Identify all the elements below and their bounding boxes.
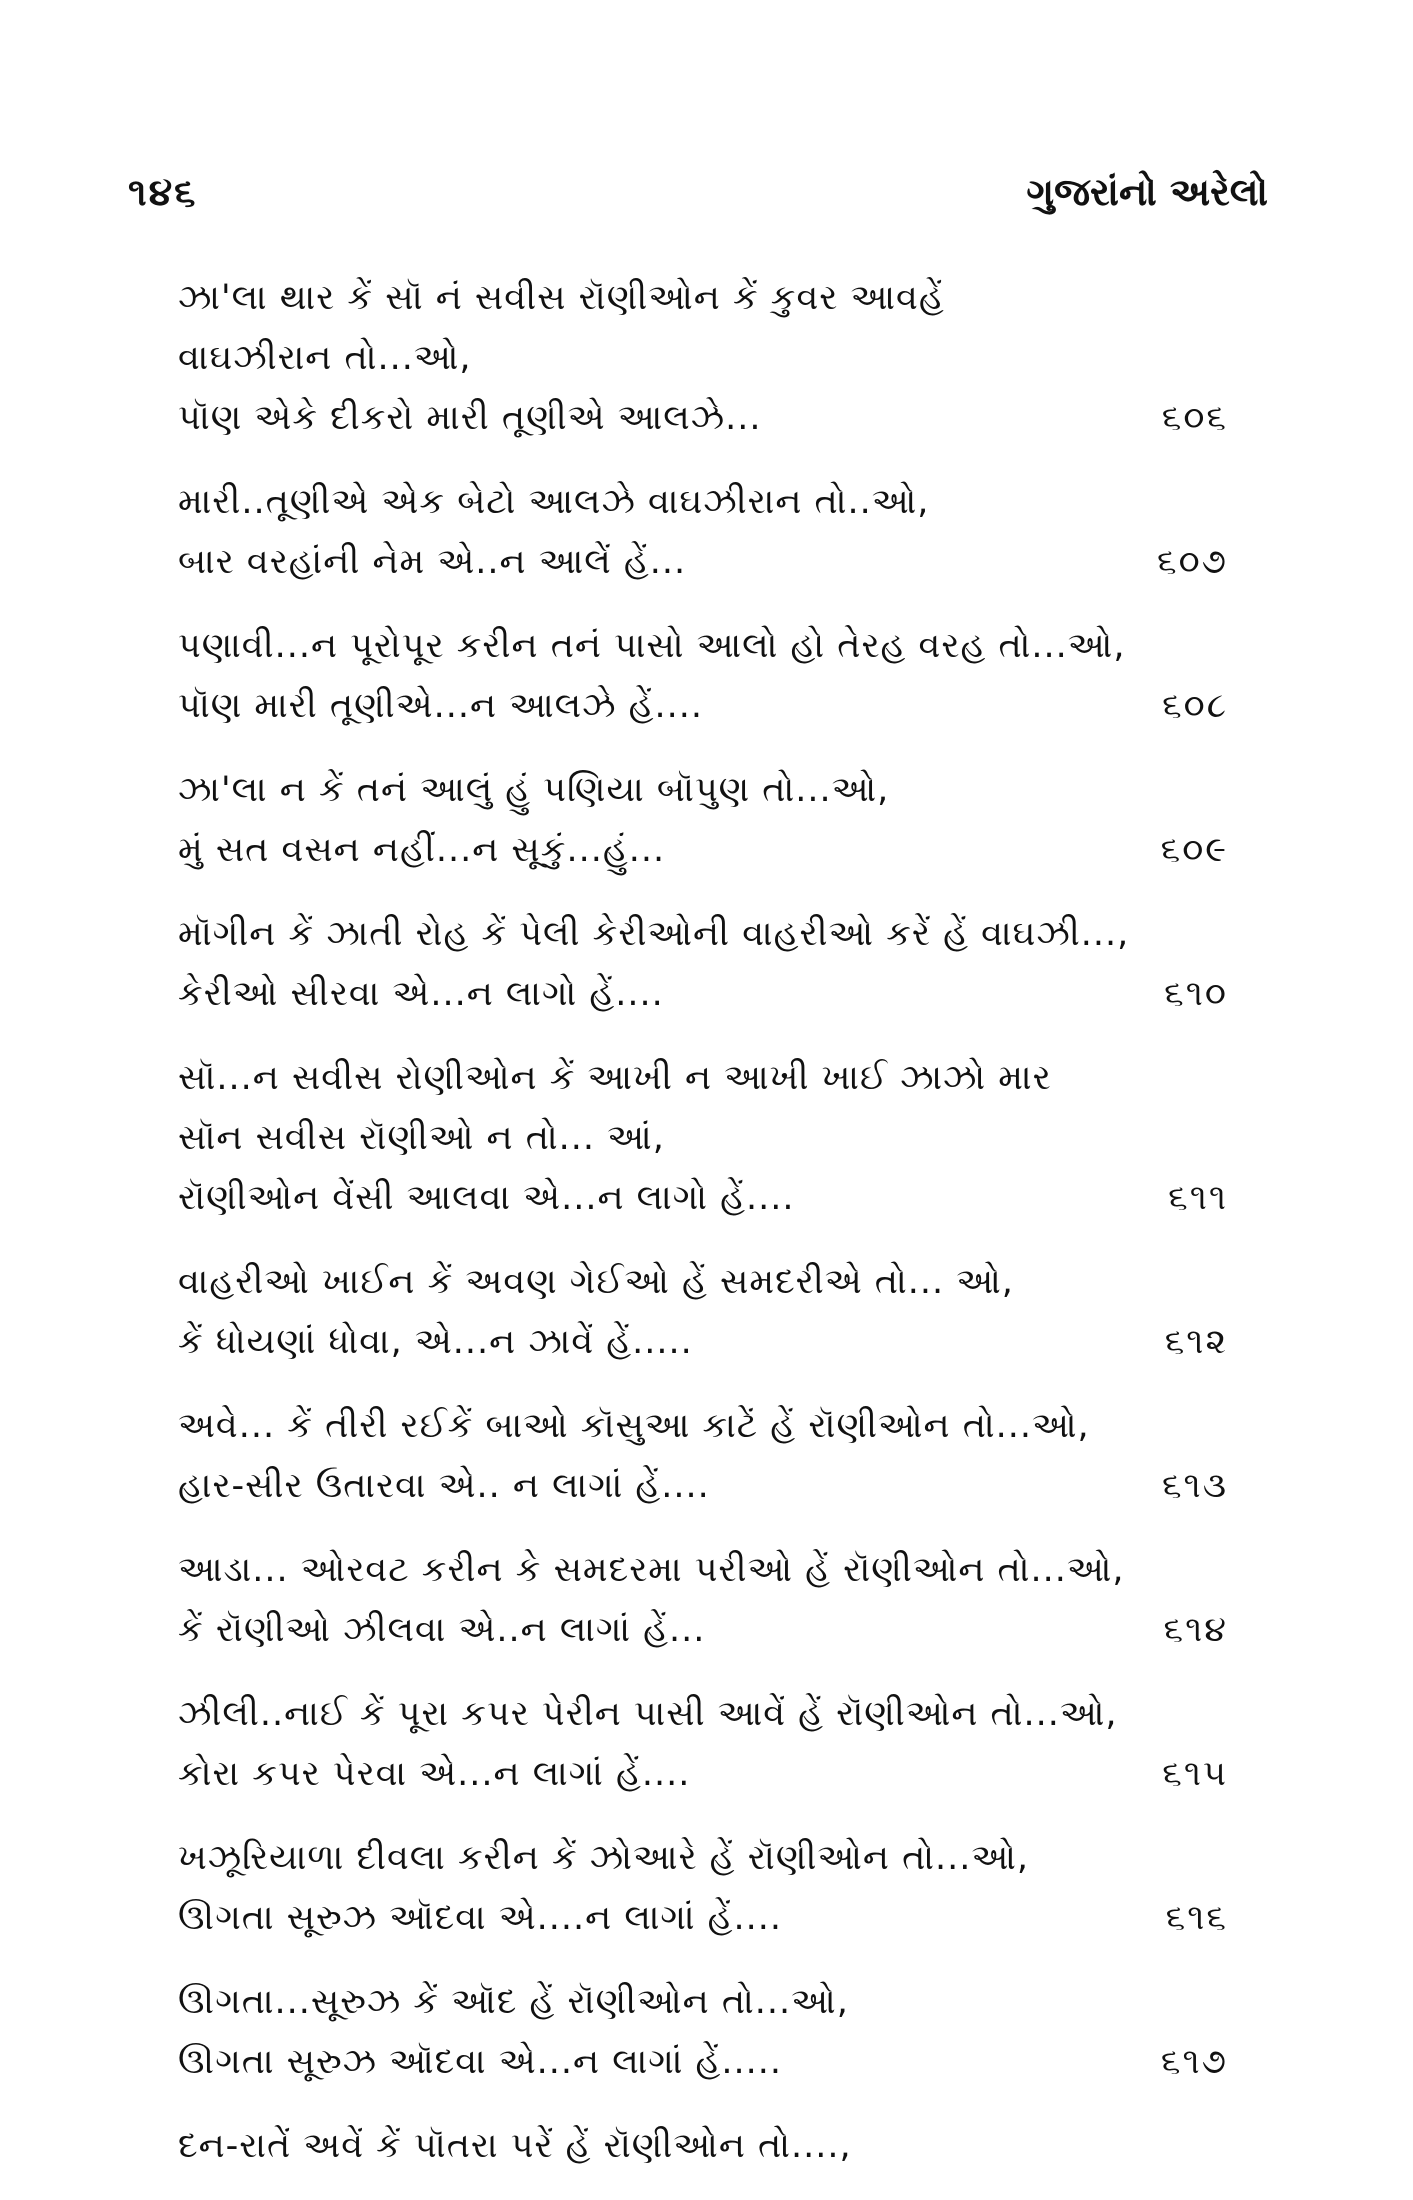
verse-number: ૬૦૭: [1157, 542, 1228, 582]
verse-line-text: પૉણ મારી તૂણીએ...ન આલઝે હેં....: [178, 686, 704, 726]
verse-line-text: કેં રૉણીઓ ઝીલવા એ..ન લાગાં હેં...: [178, 1610, 706, 1650]
running-title: ગુજરાંનો અરેલો: [1026, 170, 1268, 214]
verse-line: [178, 1108, 1228, 1168]
stanza: [178, 472, 1228, 592]
verse-number: ૬૦૯: [1160, 830, 1228, 870]
verse-number: ૬૧૬: [1165, 1898, 1228, 1938]
verse-line: [178, 472, 1228, 532]
verse-line-text: ખઝૂરિયાળા દીવલા કરીન કેં ઝોઆરે હેં રૉણીઓન તો...ઓ,: [178, 1838, 1030, 1878]
verse-number: ૬૧૦: [1164, 974, 1228, 1014]
verse-line-text: ઝીલી..નાઈ કેં પૂરા કપર પેરીન પાસી આવેં હેં રૉણીઓન તો...ઓ,: [178, 1694, 1118, 1734]
verse-line-text: સૉ...ન સવીસ રોણીઓન કેં આખી ન આખી ખાઈ ઝાઝો માર: [178, 1058, 1052, 1098]
verse-line-text: ઝા'લા થાર કેં સૉ નં સવીસ રૉણીઓન કેં કુવર આવહેં: [178, 278, 945, 318]
verse-line: [178, 964, 1228, 1024]
stanza: [178, 1972, 1228, 2092]
verse-line: [178, 328, 1228, 388]
verse-line-text: પણાવી...ન પૂરોપૂર કરીન તનં પાસો આલો હો તેરહ વરહ તો...ઓ,: [178, 626, 1126, 666]
verse-line-text: બાર વરહાંની નેમ એ..ન આલેં હેં...: [178, 542, 687, 582]
verse-line-text: કેં ધોયણાં ધોવા, એ...ન ઝાવેં હેં.....: [178, 1322, 693, 1362]
stanza: [178, 1540, 1228, 1660]
stanza: [178, 2116, 1228, 2176]
verse-line: [178, 1888, 1228, 1948]
verse-line-text: દન-રાતેં અવેં કેં પૉતરા પરેં હેં રૉણીઓન તો....,: [178, 2126, 852, 2166]
verse-line: [178, 1312, 1228, 1372]
verse-line: [178, 1048, 1228, 1108]
verse-line-text: અવે... કેં તીરી રઈકેં બાઓ કૉસુઆ કાટેં હેં રૉણીઓન તો...ઓ,: [178, 1406, 1090, 1446]
verse-number: ૬૧૧: [1168, 1178, 1228, 1218]
verse-line: [178, 904, 1228, 964]
verse-number: ૬૦૬: [1161, 398, 1228, 438]
stanza: [178, 1048, 1228, 1228]
verse-line: [178, 1168, 1228, 1228]
stanza: [178, 760, 1228, 880]
verse-line: [178, 2032, 1228, 2092]
verse-line-text: ઊગતા સૂરુઝ ઑદવા એ...ન લાગાં હેં.....: [178, 2042, 783, 2082]
verse-line-text: મું સત વસન નહીં...ન સૂકું...હું...: [178, 830, 666, 870]
verse-line-text: ઊગતા સૂરુઝ ઑદવા એ....ન લાગાં હેં....: [178, 1898, 783, 1938]
verse-number: ૬૧૪: [1163, 1610, 1228, 1650]
verse-line-text: કોરા કપર પેરવા એ...ન લાગાં હેં....: [178, 1754, 691, 1794]
verse-line: [178, 1972, 1228, 2032]
verse-number: ૬૧૨: [1164, 1322, 1228, 1362]
verse-line: [178, 1600, 1228, 1660]
stanza: [178, 268, 1228, 448]
verse-line-text: સૉન સવીસ રૉણીઓ ન તો... આં,: [178, 1118, 665, 1158]
verse-line-text: વાહરીઓ ખાઈન કેં અવણ ગેઈઓ હેં સમદરીએ તો... ઓ,: [178, 1262, 1014, 1302]
verse-line: [178, 760, 1228, 820]
stanza: [178, 1252, 1228, 1372]
verse-line-text: વાઘઝીરાન તો...ઓ,: [178, 338, 472, 378]
verse-number: ૬૧૫: [1162, 1754, 1228, 1794]
verse-line: [178, 388, 1228, 448]
stanza: [178, 1828, 1228, 1948]
verse-line-text: મૉગીન કેં ઝાતી રોહ કેં પેલી કેરીઓની વાહરીઓ કરેં હેં વાઘઝી...,: [178, 914, 1130, 954]
verse-line: [178, 616, 1228, 676]
verse-line: [178, 1396, 1228, 1456]
verse-number: ૬૦૮: [1162, 686, 1228, 726]
verse-line: [178, 268, 1228, 328]
verse-line-text: આડા... ઓરવટ કરીન કે સમદરમા પરીઓ હેં રૉણીઓન તો...ઓ,: [178, 1550, 1125, 1590]
verse-line-text: ઝા'લા ન કેં તનં આલું હું પણિયા બૉપુણ તો...ઓ,: [178, 770, 890, 810]
stanza: [178, 904, 1228, 1024]
verse-line-text: મારી..તૂણીએ એક બેટો આલઝે વાઘઝીરાન તો..ઓ,: [178, 482, 930, 522]
verse-line: [178, 676, 1228, 736]
verse-line-text: પૉણ એકે દીકરો મારી તૂણીએ આલઝે...: [178, 398, 762, 438]
verse-line-text: ઊગતા...સૂરુઝ કેં ઑદ હેં રૉણીઓન તો...ઓ,: [178, 1982, 849, 2022]
stanza: [178, 616, 1228, 736]
verse-line: [178, 532, 1228, 592]
verse-line: [178, 2116, 1228, 2176]
verse-number: ૬૧૩: [1161, 1466, 1228, 1506]
verse-number: ૬૧૭: [1160, 2042, 1228, 2082]
verse-line: [178, 1456, 1228, 1516]
verse-line: [178, 1828, 1228, 1888]
verse-line-text: કેરીઓ સીરવા એ...ન લાગો હેં....: [178, 974, 664, 1014]
verse-line: [178, 1744, 1228, 1804]
verse-line-text: હાર-સીર ઉતારવા એ.. ન લાગાં હેં....: [178, 1466, 710, 1506]
verse-line: [178, 1252, 1228, 1312]
verse-line: [178, 1540, 1228, 1600]
verse-line-text: રૉણીઓન વેંસી આલવા એ...ન લાગો હેં....: [178, 1178, 795, 1218]
page-number: ૧૪૬: [128, 170, 198, 214]
verse-line: [178, 1684, 1228, 1744]
verse-body: [178, 268, 1228, 2200]
stanza: [178, 1396, 1228, 1516]
verse-line: [178, 820, 1228, 880]
page-header: [128, 170, 1268, 230]
stanza: [178, 1684, 1228, 1804]
